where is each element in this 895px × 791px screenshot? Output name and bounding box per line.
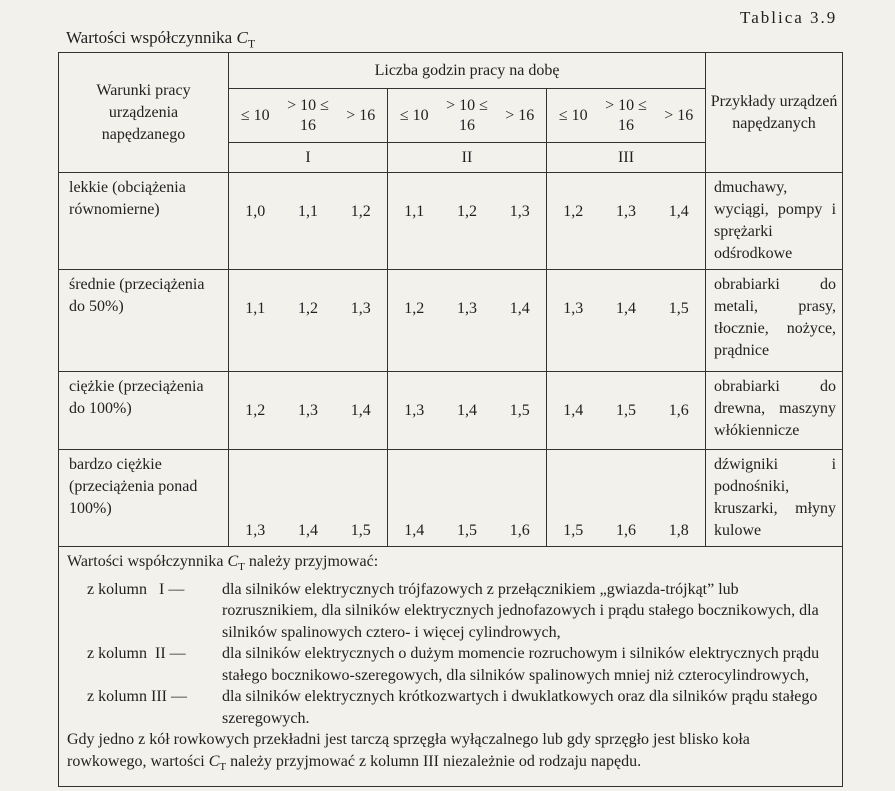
value-cell: 1,6 <box>600 450 653 547</box>
examples-cell: obrabiarki do metali, prasy, tłocznie, nożyce, prądnice <box>706 270 843 372</box>
value-cell: 1,4 <box>547 372 600 450</box>
notes-intro-subscript: T <box>238 561 245 574</box>
header-examples: Przykłady urządzeń napędzanych <box>706 53 843 173</box>
subcol-header: > 10 ≤ 16 <box>441 89 494 143</box>
group-iii-header: III <box>547 143 706 173</box>
value-cell: 1,3 <box>494 173 547 270</box>
table-number: Tablica 3.9 <box>740 8 838 27</box>
value-cell: 1,2 <box>282 270 335 372</box>
subcol-header: > 16 <box>494 89 547 143</box>
notes-section <box>59 547 843 787</box>
examples-cell: obrabiarki do drewna, maszyny włókiennicze <box>706 372 843 450</box>
value-cell: 1,5 <box>441 450 494 547</box>
condition-cell: średnie (przeciążenia do 50%) <box>59 270 229 372</box>
value-cell: 1,3 <box>547 270 600 372</box>
note-item <box>67 686 832 729</box>
value-cell: 1,3 <box>600 173 653 270</box>
value-cell: 1,4 <box>282 450 335 547</box>
value-cell: 1,5 <box>494 372 547 450</box>
value-cell: 1,2 <box>229 372 282 450</box>
table-row <box>59 173 843 270</box>
note-item <box>67 579 832 644</box>
subcol-header: ≤ 10 <box>547 89 600 143</box>
value-cell: 1,2 <box>441 173 494 270</box>
value-cell: 1,4 <box>388 450 441 547</box>
subcol-header: > 10 ≤ 16 <box>282 89 335 143</box>
header-conditions: Warunki pracy urządzenia napędzanego <box>59 53 229 173</box>
value-cell: 1,4 <box>600 270 653 372</box>
table-caption <box>66 28 255 51</box>
examples-cell: dmuchawy, wyciągi, pompy i sprężarki odśrodkowe <box>706 173 843 270</box>
note-label: z kolumn I — <box>87 580 185 598</box>
note-text: dla silników elektrycznych trójfazowych z przełącznikiem „gwiazda-trójkąt” lub rozrusznikiem, dla silników elektrycznych jednofazowych i prądu stałego bocznikowych, dla silników spalinowych cztero- i więcej cylindrowych, <box>222 580 819 641</box>
examples-cell: dźwigniki i podnośniki, kruszarki, młyny kulowe <box>706 450 843 547</box>
value-cell: 1,8 <box>653 450 706 547</box>
value-cell: 1,4 <box>494 270 547 372</box>
notes-intro-symbol: C <box>227 553 239 570</box>
notes-intro-text: Wartości współczynnika <box>67 553 224 570</box>
value-cell: 1,3 <box>441 270 494 372</box>
table-row <box>59 450 843 547</box>
caption-text: Wartości współczynnika <box>66 28 233 47</box>
condition-cell: bardzo ciężkie (przeciążenia ponad 100%) <box>59 450 229 547</box>
notes-intro-suffix: należy przyjmować: <box>248 553 379 570</box>
value-cell: 1,0 <box>229 173 282 270</box>
condition-cell: lekkie (obciążenia równomierne) <box>59 173 229 270</box>
value-cell: 1,3 <box>388 372 441 450</box>
value-cell: 1,2 <box>335 173 388 270</box>
notes-final-subscript: T <box>219 760 227 773</box>
table-row <box>59 270 843 372</box>
subcol-header: ≤ 10 <box>229 89 282 143</box>
value-cell: 1,5 <box>547 450 600 547</box>
value-cell: 1,5 <box>335 450 388 547</box>
group-ii-header: II <box>388 143 547 173</box>
notes-intro <box>67 551 832 579</box>
header-hours: Liczba godzin pracy na dobę <box>229 53 706 89</box>
table-row <box>59 372 843 450</box>
value-cell: 1,5 <box>653 270 706 372</box>
coefficient-table <box>58 52 843 787</box>
group-i-header: I <box>229 143 388 173</box>
note-label: z kolumn II — <box>87 645 186 663</box>
notes-final-text: Gdy jedno z kół rowkowych przekładni jest tarczą sprzęgła wyłączalnego lub gdy sprzęgło jest blisko koła rowkowego, wartości <box>67 731 750 770</box>
subcol-header: > 16 <box>335 89 388 143</box>
notes-final <box>67 729 832 778</box>
value-cell: 1,4 <box>441 372 494 450</box>
subcol-header: > 10 ≤ 16 <box>600 89 653 143</box>
value-cell: 1,1 <box>229 270 282 372</box>
value-cell: 1,6 <box>494 450 547 547</box>
value-cell: 1,4 <box>335 372 388 450</box>
note-text: dla silników elektrycznych o dużym momencie rozruchowym i silników elektrycznych prądu stałego bocznikowo-szeregowych, dla silników spalinowych mniej niż czterocylindrowych, <box>222 645 820 684</box>
value-cell: 1,2 <box>547 173 600 270</box>
value-cell: 1,1 <box>282 173 335 270</box>
value-cell: 1,4 <box>653 173 706 270</box>
value-cell: 1,6 <box>653 372 706 450</box>
condition-cell: ciężkie (przeciążenia do 100%) <box>59 372 229 450</box>
value-cell: 1,3 <box>282 372 335 450</box>
note-item <box>67 643 832 686</box>
notes-final-symbol: C <box>208 752 220 770</box>
value-cell: 1,5 <box>600 372 653 450</box>
note-label: z kolumn III — <box>87 688 187 706</box>
caption-symbol: C <box>236 28 248 47</box>
value-cell: 1,1 <box>388 173 441 270</box>
subcol-header: ≤ 10 <box>388 89 441 143</box>
value-cell: 1,3 <box>335 270 388 372</box>
value-cell: 1,3 <box>229 450 282 547</box>
note-text: dla silników elektrycznych krótkozwartych i dwuklatkowych oraz dla silników prądu stałego szeregowych. <box>222 688 818 727</box>
value-cell: 1,2 <box>388 270 441 372</box>
subcol-header: > 16 <box>653 89 706 143</box>
notes-final-suffix: należy przyjmować z kolumn III niezależnie od rodzaju napędu. <box>230 752 642 770</box>
caption-subscript: T <box>247 36 256 51</box>
